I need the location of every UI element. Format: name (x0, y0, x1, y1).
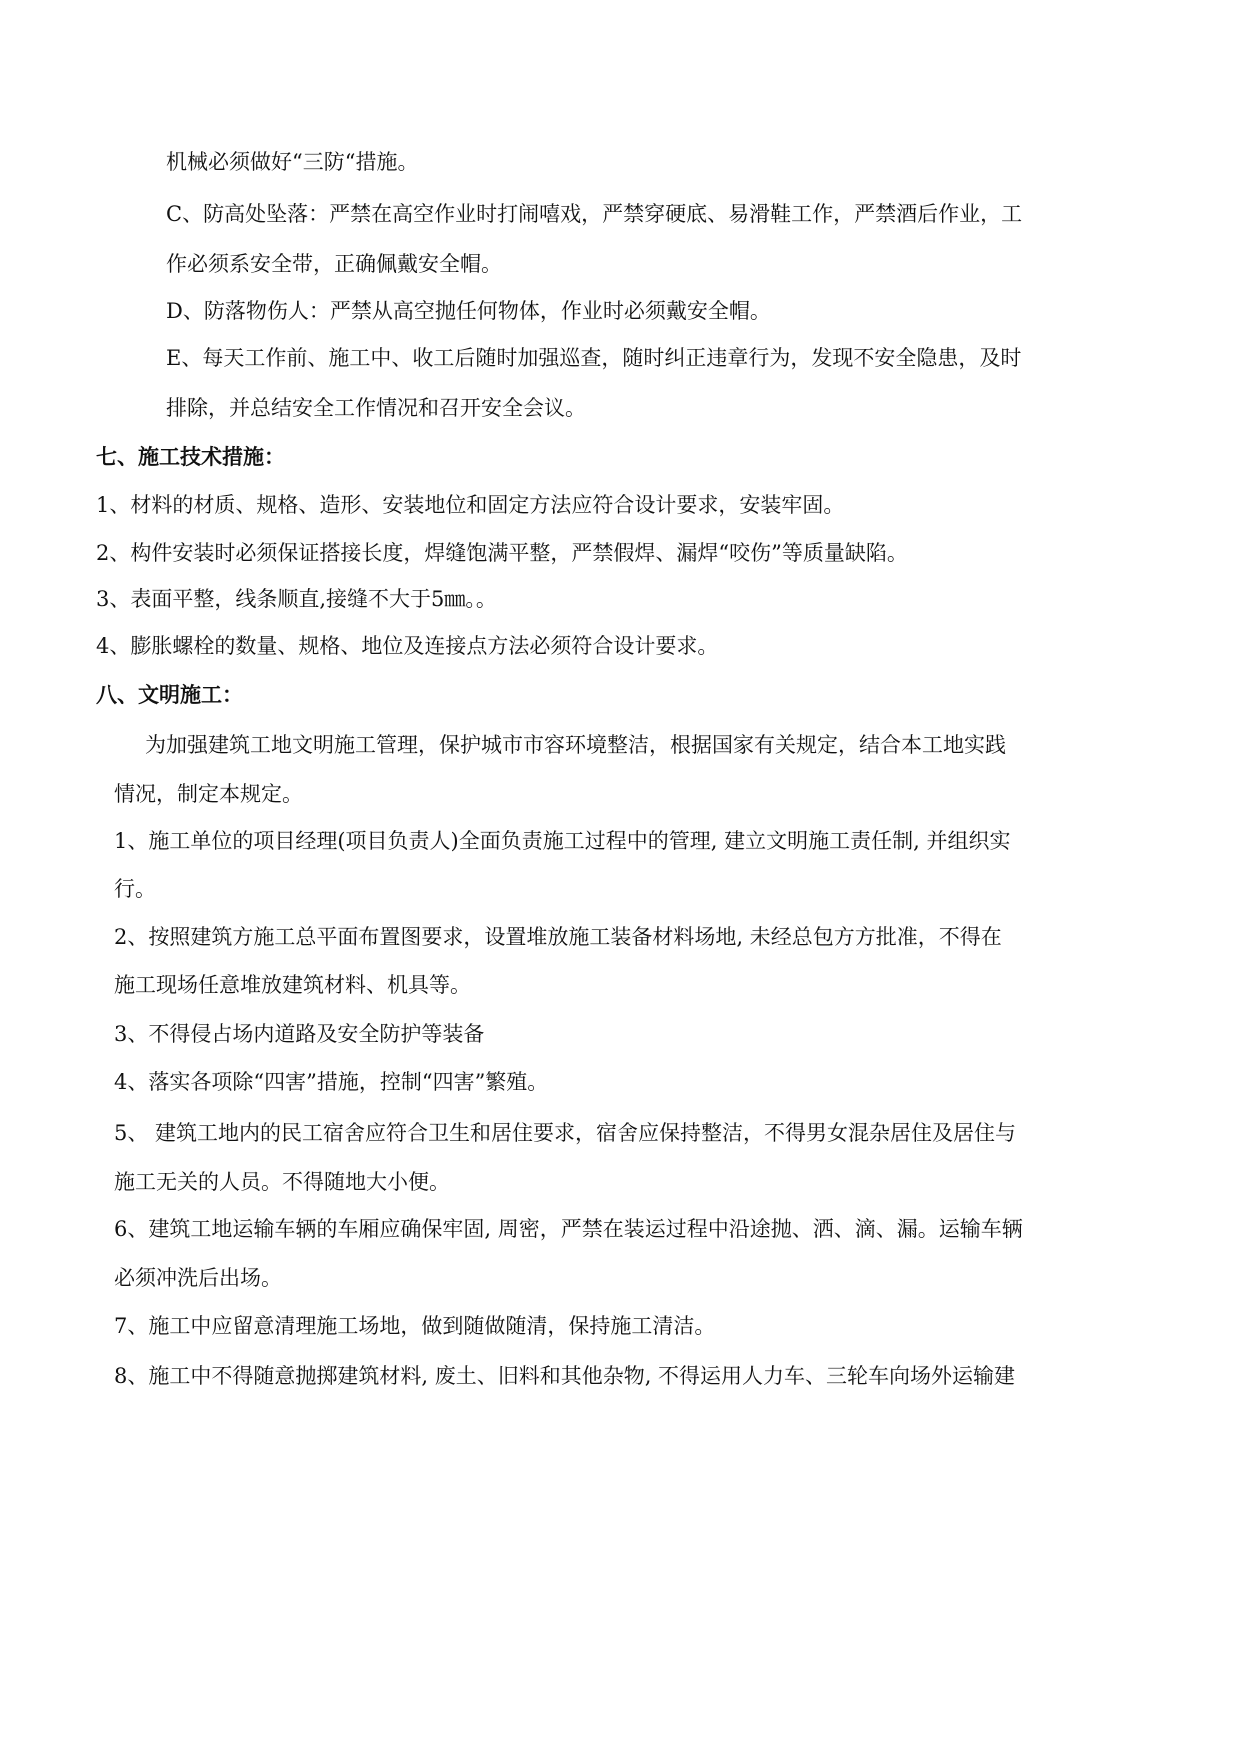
section-eight-item-4: 4、落实各项除“四害”措施，控制“四害”繁殖。 (114, 1070, 549, 1094)
item-c-line-2: 作必须系安全带，正确佩戴安全帽。 (166, 252, 502, 276)
item-d: D、防落物伤人：严禁从高空抛任何物体，作业时必须戴安全帽。 (166, 299, 771, 323)
section-eight-item-5-line-1: 5、 建筑工地内的民工宿舍应符合卫生和居住要求，宿舍应保持整洁，不得男女混杂居住及居住与 (114, 1121, 1017, 1145)
section-eight-item-1-line-1: 1、施工单位的项目经理(项目负责人)全面负责施工过程中的管理, 建立文明施工责任制, 并组织实 (114, 829, 1011, 853)
section-seven-item-4: 4、膨胀螺栓的数量、规格、地位及连接点方法必须符合设计要求。 (96, 634, 719, 658)
item-e-line-1: E、每天工作前、施工中、收工后随时加强巡查，随时纠正违章行为，发现不安全隐患，及时 (166, 346, 1022, 370)
section-eight-item-6-line-1: 6、建筑工地运输车辆的车厢应确保牢固, 周密，严禁在装运过程中沿途抛、洒、滴、漏。运输车辆 (114, 1217, 1023, 1241)
section-seven-item-3: 3、表面平整，线条顺直,接缝不大于5㎜。。 (96, 587, 497, 611)
section-six-line-1: 机械必须做好“三防“措施。 (166, 150, 419, 174)
section-seven-item-1: 1、材料的材质、规格、造形、安装地位和固定方法应符合设计要求，安装牢固。 (96, 493, 845, 517)
item-e-line-2: 排除，并总结安全工作情况和召开安全会议。 (166, 396, 586, 420)
section-eight-heading: 八、文明施工： (96, 683, 243, 707)
section-seven-item-2: 2、构件安装时必须保证搭接长度，焊缝饱满平整，严禁假焊、漏焊“咬伤”等质量缺陷。 (96, 541, 908, 565)
section-eight-intro-line-2: 情况，制定本规定。 (114, 782, 303, 806)
section-eight-item-2-line-1: 2、按照建筑方施工总平面布置图要求，设置堆放施工装备材料场地, 未经总包方方批准，不得在 (114, 925, 1002, 949)
section-eight-item-7: 7、施工中应留意清理施工场地，做到随做随清，保持施工清洁。 (114, 1314, 716, 1338)
section-seven-heading: 七、施工技术措施： (96, 445, 285, 469)
section-eight-item-5-line-2: 施工无关的人员。不得随地大小便。 (114, 1170, 450, 1194)
section-eight-item-8-line-1: 8、施工中不得随意抛掷建筑材料, 废土、旧料和其他杂物, 不得运用人力车、三轮车向场外运输建 (114, 1364, 1016, 1388)
section-eight-item-1-line-2: 行。 (114, 877, 156, 901)
section-eight-item-6-line-2: 必须冲洗后出场。 (114, 1266, 282, 1290)
section-eight-intro-line-1: 为加强建筑工地文明施工管理，保护城市市容环境整洁，根据国家有关规定，结合本工地实践 (145, 733, 1006, 757)
item-c-line-1: C、防高处坠落：严禁在高空作业时打闹嘻戏，严禁穿硬底、易滑鞋工作，严禁酒后作业，工 (166, 202, 1023, 226)
section-eight-item-2-line-2: 施工现场任意堆放建筑材料、机具等。 (114, 973, 471, 997)
section-eight-item-3: 3、不得侵占场内道路及安全防护等装备 (114, 1022, 485, 1046)
